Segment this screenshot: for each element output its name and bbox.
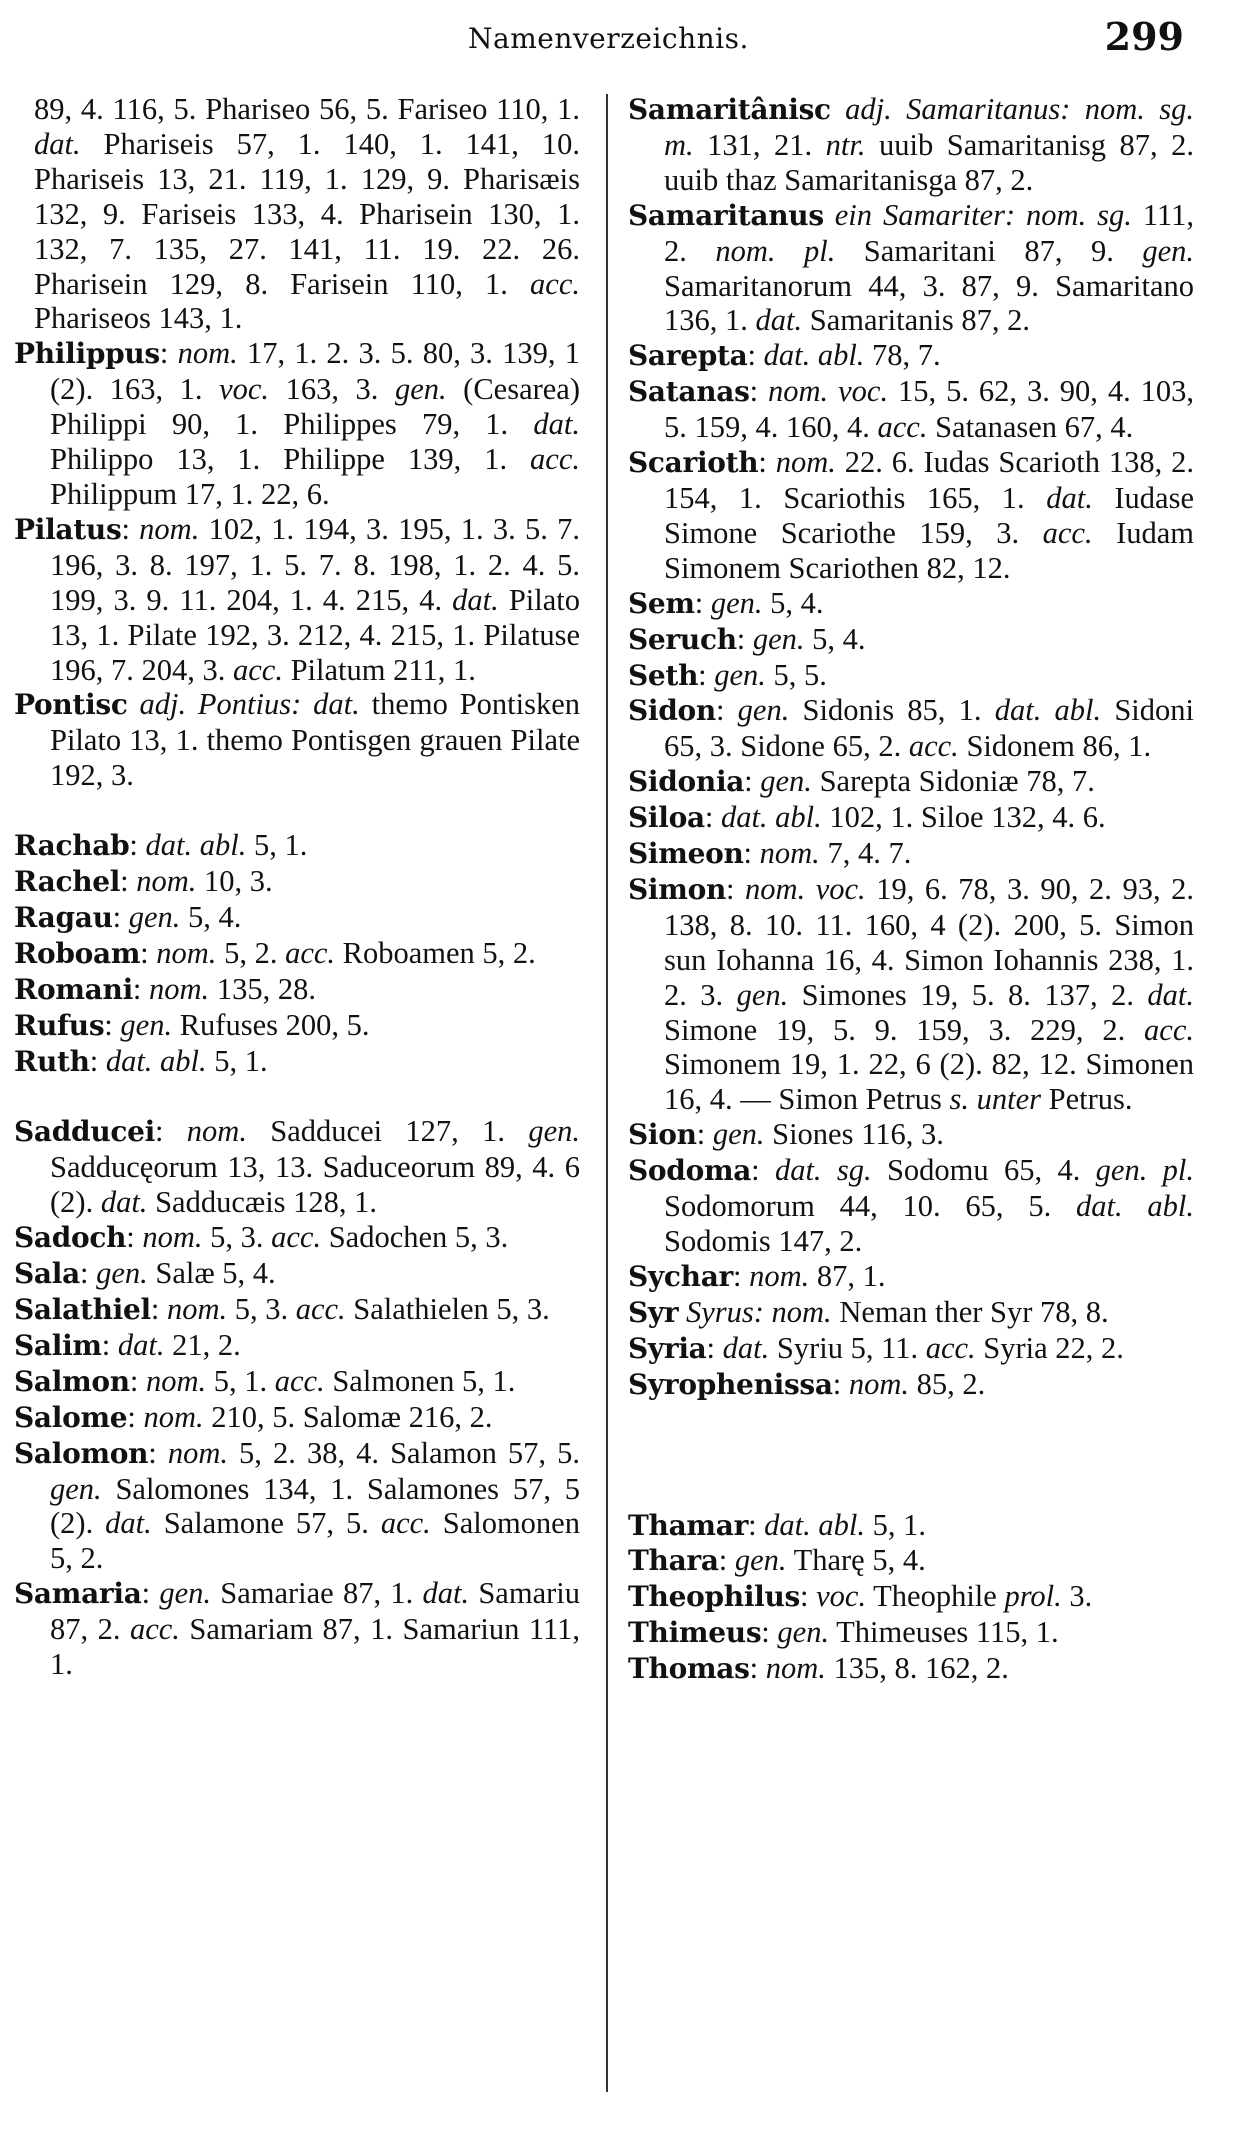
grammar-label: gen. <box>394 372 447 407</box>
entry-headword: Pilatus <box>14 512 122 546</box>
entry-text: : <box>749 374 769 409</box>
entry-text: 111, 2. <box>664 197 1194 268</box>
grammar-label: nom. <box>759 836 820 871</box>
entry-text: Sodomu 65, 4. <box>871 1153 1096 1188</box>
entry-headword: Rachab <box>14 829 130 863</box>
grammar-label: acc. <box>530 266 580 301</box>
entry-text: : <box>140 935 157 970</box>
grammar-label: dat. sg. <box>774 1153 872 1188</box>
entry-text: : <box>159 336 178 371</box>
entry-text: Satanasen 67, 4. <box>927 410 1134 445</box>
index-entry <box>628 586 1194 622</box>
index-entry <box>14 828 580 864</box>
entry-text: 87, 1. <box>809 1258 886 1293</box>
entry-headword: Sadoch <box>14 1221 127 1255</box>
entry-text: : <box>715 693 738 728</box>
entry-text: : <box>121 511 140 546</box>
grammar-label: dat. <box>452 582 499 617</box>
grammar-label: prol. <box>1004 1579 1062 1614</box>
grammar-label: nom. <box>848 1366 909 1401</box>
entry-text: Simonem 19, 1. 22, 6 (2). 82, 12. Simonen 16, 4. — Simon Petrus <box>664 1047 1194 1117</box>
grammar-label: nom. pl. <box>715 233 836 268</box>
entry-text: 89, 4. 116, 5. Phariseo 56, 5. Fariseo 110, 1. <box>34 92 580 126</box>
grammar-label: acc. <box>271 1220 322 1255</box>
grammar-label: nom. <box>186 1114 247 1149</box>
grammar-label: gen. <box>96 1256 148 1291</box>
entry-text: : <box>726 871 746 906</box>
entry-text: 5, 5. <box>765 657 827 692</box>
grammar-label: nom. <box>765 1651 826 1686</box>
index-entry <box>628 445 1194 586</box>
index-entry <box>628 1543 1194 1579</box>
entry-text: Sodomis 147, 2. <box>664 1224 863 1258</box>
index-entry <box>14 1044 580 1080</box>
grammar-label: adj. Samaritanus: nom. sg. m. <box>664 92 1194 162</box>
entry-headword: Seth <box>628 658 699 692</box>
entry-headword: Romani <box>14 972 133 1006</box>
entry-text: : <box>132 971 150 1006</box>
entry-text: 5, 1. <box>206 1043 268 1078</box>
grammar-label: acc. <box>530 442 580 477</box>
entry-text: 135, 8. 162, 2. <box>825 1651 1009 1686</box>
entry-text: : <box>706 1330 723 1365</box>
index-entry <box>628 1153 1194 1259</box>
grammar-label: dat. abl. <box>1076 1189 1194 1224</box>
index-entry <box>628 374 1194 445</box>
entry-text: 85, 2. <box>909 1366 986 1401</box>
grammar-label: gen. <box>736 977 789 1012</box>
entry-text: 78, 7. <box>864 338 941 373</box>
entry-text: : <box>150 1292 167 1326</box>
entry-text: Simones 19, 5. 8. 137, 2. <box>788 977 1148 1012</box>
entry-text: Neman ther Syr 78, 8. <box>831 1294 1109 1329</box>
grammar-label: gen. <box>120 1007 173 1042</box>
entry-text: Roboamen 5, 2. <box>335 935 536 970</box>
entry-text: : <box>733 1258 750 1293</box>
left-column <box>14 92 580 1682</box>
grammar-label: gen. <box>1142 233 1194 268</box>
grammar-label: acc. <box>1144 1012 1194 1047</box>
grammar-label: adj. Pontius: <box>139 687 302 722</box>
grammar-label: nom. <box>177 336 238 371</box>
entry-text: 10, 3. <box>196 864 273 899</box>
entry-text: : <box>89 1043 106 1078</box>
entry-text: 22. 6. Iudas Scarioth 138, 2. 154, 1. Scariothis 165, 1. <box>664 445 1194 515</box>
grammar-label: acc. <box>285 935 336 970</box>
entry-text: Philippo 13, 1. Philippe 139, 1. <box>50 442 531 477</box>
entry-headword: Roboam <box>14 936 141 970</box>
index-entry <box>14 512 580 688</box>
grammar-label: gen. <box>710 585 763 620</box>
entry-text: : <box>129 1363 146 1398</box>
grammar-label: dat. <box>105 1506 152 1541</box>
index-entry <box>628 1117 1194 1153</box>
entry-text: Iudase Simone Scariothe 159, 3. <box>664 480 1194 550</box>
grammar-label: dat. <box>533 407 580 442</box>
entry-text: : <box>694 585 711 620</box>
entry-text: 131, 21. <box>693 127 826 162</box>
entry-headword: Sion <box>628 1118 697 1152</box>
index-entry <box>628 1367 1194 1403</box>
index-entry <box>628 338 1194 374</box>
grammar-label: gen. <box>128 899 181 934</box>
entry-headword: Simon <box>628 872 727 906</box>
index-entry <box>34 92 580 336</box>
grammar-label: dat. abl. <box>145 828 247 863</box>
entry-text: Samariam 87, 1. Samariun 111, 1. <box>50 1612 580 1682</box>
grammar-label: dat. <box>722 1330 770 1365</box>
entry-text: : <box>718 1543 735 1578</box>
grammar-label: gen. <box>528 1114 580 1149</box>
grammar-label: gen. <box>712 1117 765 1152</box>
entry-headword: Siloa <box>628 801 705 835</box>
entry-headword: Sala <box>14 1257 80 1291</box>
index-entry <box>14 972 580 1008</box>
entry-text: Samaritanis 87, 2. <box>802 303 1030 338</box>
entry-text: 19, 6. 78, 3. 90, 2. 93, 2. 138, 8. 10. 11. 160, 4 (2). 200, 5. Simon sun Iohanna 16, 4. Simon Iohannis 238, 1. 2. 3. <box>664 871 1194 1012</box>
entry-headword: Salome <box>14 1400 128 1434</box>
entry-headword: Simeon <box>628 837 744 871</box>
entry-text <box>301 687 313 721</box>
entry-text: 5, 4. <box>804 621 866 656</box>
entry-text: Salamone 57, 5. <box>151 1506 381 1541</box>
index-entry <box>628 622 1194 658</box>
index-entry <box>628 693 1194 764</box>
entry-text: : <box>744 764 761 799</box>
grammar-label: gen. <box>737 693 790 728</box>
entry-headword: Sarepta <box>628 339 748 373</box>
entry-text: : <box>749 1651 766 1686</box>
entry-headword: Salomon <box>14 1436 149 1470</box>
index-entry <box>628 1615 1194 1651</box>
index-entry <box>14 1256 580 1292</box>
grammar-label: gen. <box>752 621 805 656</box>
entry-headword: Scarioth <box>628 446 759 480</box>
entry-headword: Syrophenissa <box>628 1367 833 1401</box>
entry-text: 210, 5. Salomæ 216, 2. <box>203 1399 493 1434</box>
grammar-label: nom. <box>749 1258 810 1293</box>
grammar-label: ein Samariter: nom. sg. <box>834 197 1132 232</box>
entry-headword: Sychar <box>628 1259 733 1293</box>
grammar-label: acc. <box>274 1363 325 1398</box>
grammar-label: gen. <box>760 764 812 799</box>
entry-headword: Salmon <box>14 1364 130 1398</box>
entry-text: 5, 2. 38, 4. Salamon 57, 5. <box>227 1435 580 1470</box>
entry-headword: Rachel <box>14 865 121 899</box>
grammar-label: gen. <box>714 657 766 692</box>
entry-text: Pilatum 211, 1. <box>282 652 476 687</box>
entry-text: 102, 1. Siloe 132, 4. 6. <box>821 800 1106 835</box>
grammar-label: gen. <box>777 1615 830 1650</box>
grammar-label: nom. <box>136 864 197 899</box>
entry-text: Samaritanorum 44, 3. 87, 9. Samaritano 136, 1. <box>664 268 1194 338</box>
entry-headword: Sodoma <box>628 1154 752 1188</box>
grammar-label: dat. abl. <box>105 1043 207 1078</box>
grammar-label: acc. <box>908 729 959 764</box>
running-head <box>0 10 1244 60</box>
entry-text: 5, 3. <box>227 1292 296 1326</box>
right-column <box>628 92 1194 1687</box>
index-entry <box>628 1579 1194 1615</box>
entry-text: Rufuses 200, 5. <box>172 1007 370 1042</box>
entry-headword: Sadducei <box>14 1115 155 1149</box>
grammar-label: ntr. <box>825 127 866 162</box>
entry-headword: Thamar <box>628 1508 749 1542</box>
grammar-label: voc. <box>816 1579 867 1614</box>
entry-headword: Thara <box>628 1544 719 1578</box>
entry-text: : <box>758 445 776 480</box>
grammar-label: acc. <box>877 410 928 445</box>
entry-text: : <box>154 1114 187 1149</box>
grammar-label: dat. <box>422 1576 470 1611</box>
entry-text: Simone 19, 5. 9. 159, 3. 229, 2. <box>664 1012 1145 1047</box>
index-entry <box>14 900 580 936</box>
entry-text: 5, 4. <box>762 585 824 620</box>
entry-headword: Ragau <box>14 900 113 934</box>
entry-text: : <box>747 338 764 373</box>
grammar-label: acc. <box>925 1330 976 1365</box>
entry-text: 102, 1. 194, 3. 195, 1. 3. 5. 7. 196, 3. 8. 197, 1. 5. 7. 8. 198, 1. 2. 4. 5. 199, 3. 9. 11. 204, 1. 4. 215, 4. <box>50 511 580 617</box>
entry-text: : <box>104 1007 121 1042</box>
entry-text: 135, 28. <box>209 971 316 1006</box>
entry-text: : <box>751 1153 775 1188</box>
entry-headword: Sidon <box>628 694 716 728</box>
index-entry <box>628 1295 1194 1331</box>
entry-text: : <box>761 1615 778 1650</box>
entry-text: Philippum 17, 1. 22, 6. <box>50 476 330 511</box>
entry-headword: Salim <box>14 1328 102 1362</box>
grammar-label: dat. <box>1147 977 1194 1012</box>
entry-text: 17, 1. 2. 3. 5. 80, 3. 139, 1 (2). 163, 1. <box>50 336 580 407</box>
entry-text: : <box>127 1399 144 1434</box>
entry-text: : <box>101 1327 118 1362</box>
index-entry <box>628 1651 1194 1687</box>
page-number: 299 <box>1104 14 1184 59</box>
entry-text: Salathielen 5, 3. <box>345 1292 550 1326</box>
entry-text: Petrus. <box>1041 1082 1133 1117</box>
entry-headword: Ruth <box>14 1044 90 1078</box>
entry-text: : <box>79 1256 97 1291</box>
entry-text: Pilato 13, 1. Pilate 192, 3. 212, 4. 215, 1. Pilatuse 196, 7. 204, 3. <box>50 582 580 687</box>
entry-text: Phariseis 57, 1. 140, 1. 141, 10. Phariseis 13, 21. 119, 1. 129, 9. Pharisæis 132, 9. Fariseis 133, 4. Pharisein 130, 1. 132, 7. 135, 27. 141, 11. 19. 22. 26. Pharisein 129, 8. Farisein 110, 1. <box>34 126 580 301</box>
index-entry <box>628 92 1194 198</box>
entry-headword: Syr <box>628 1295 679 1329</box>
entry-text: 5, 1. <box>206 1363 275 1398</box>
entry-text: Salomonen 5, 2. <box>50 1506 580 1576</box>
entry-text: Thimeuses 115, 1. <box>829 1615 1059 1650</box>
index-entry <box>14 1292 580 1328</box>
entry-text: Syriu 5, 11. <box>769 1330 926 1365</box>
index-entry <box>628 836 1194 872</box>
entry-text: Sadochen 5, 3. <box>321 1220 509 1255</box>
entry-text: Sadducæis 128, 1. <box>147 1185 378 1220</box>
entry-text: Tharę 5, 4. <box>786 1543 926 1578</box>
entry-text: : <box>126 1220 143 1255</box>
grammar-label: nom. <box>149 971 210 1006</box>
index-entry <box>14 1576 580 1682</box>
entry-text: : <box>743 836 760 871</box>
entry-text: 15, 5. 62, 3. 90, 4. 103, 5. 159, 4. 160, 4. <box>664 374 1195 445</box>
entry-text: Theophile <box>866 1579 1005 1614</box>
entry-text: : <box>120 864 137 899</box>
index-entry <box>628 872 1194 1117</box>
entry-headword: Samaritânisc <box>628 93 831 126</box>
grammar-label: gen. <box>50 1471 102 1506</box>
grammar-label: dat. <box>755 303 803 338</box>
grammar-label: dat. <box>117 1327 165 1362</box>
grammar-label: nom. voc. <box>768 374 889 409</box>
entry-headword: Satanas <box>628 375 750 409</box>
grammar-label: nom. <box>143 1399 204 1434</box>
entry-text: : <box>129 828 146 863</box>
index-entry <box>628 1508 1194 1544</box>
entry-text: uuib Samaritanisg 87, 2. uuib thaz Samaritanisga 87, 2. <box>664 127 1194 197</box>
entry-text: Salmonen 5, 1. <box>324 1363 516 1398</box>
entry-text: Sidonis 85, 1. <box>789 693 995 728</box>
grammar-label: Syrus: nom. <box>685 1294 832 1329</box>
index-entry <box>14 1114 580 1220</box>
entry-text: 5, 2. <box>216 935 286 970</box>
entry-text: : <box>148 1435 168 1470</box>
entry-headword: Samaria <box>14 1577 142 1611</box>
entry-text: : <box>696 1117 713 1152</box>
entry-text: Sadducei 127, 1. <box>246 1114 529 1149</box>
entry-text: : <box>141 1576 160 1611</box>
index-entry <box>628 658 1194 694</box>
index-entry <box>628 1331 1194 1367</box>
entry-text: 5, 1. <box>865 1507 926 1542</box>
entry-headword: Sidonia <box>628 765 745 799</box>
entry-text: : <box>112 899 129 934</box>
grammar-label: nom. <box>775 445 836 480</box>
entry-text: : <box>748 1507 765 1542</box>
grammar-label: nom. <box>166 1292 228 1326</box>
entry-text: Samariae 87, 1. <box>210 1576 423 1611</box>
entry-text: 5, 1. <box>246 828 308 863</box>
grammar-label: dat. abl. <box>994 693 1102 728</box>
index-entry <box>14 1400 580 1436</box>
entry-text: 5, 4. <box>180 899 242 934</box>
running-title: Namenverzeichnis. <box>468 22 749 55</box>
grammar-label: nom. <box>156 935 217 970</box>
grammar-label: dat. <box>1046 480 1093 515</box>
entry-text: 163, 3. <box>269 372 395 407</box>
index-entry <box>14 864 580 900</box>
grammar-label: nom. <box>145 1363 207 1398</box>
index-entry <box>14 936 580 972</box>
entry-text: Salomones 134, 1. Salamones 57, 5 (2). <box>50 1471 580 1541</box>
entry-text <box>678 1295 686 1329</box>
entry-text: Samaritani 87, 9. <box>835 233 1143 268</box>
grammar-label: gen. <box>159 1576 211 1611</box>
entry-headword: Syria <box>628 1331 707 1365</box>
grammar-label: dat. abl. <box>764 1507 865 1542</box>
entry-headword: Salathiel <box>14 1293 151 1326</box>
entry-text: themo Pontisken Pilato 13, 1. themo Pontisgen grauen Pilate 192, 3. <box>50 687 581 793</box>
entry-text: : <box>736 621 753 656</box>
entry-text: 5, 3. <box>202 1220 272 1255</box>
index-entry <box>628 764 1194 800</box>
grammar-label: nom. <box>167 1435 228 1470</box>
entry-headword: Pontisc <box>14 688 128 722</box>
index-entry <box>628 800 1194 836</box>
entry-text: 3. <box>1061 1579 1093 1614</box>
entry-text: Siones 116, 3. <box>764 1117 944 1152</box>
entry-headword: Sem <box>628 586 695 620</box>
index-entry <box>14 1220 580 1256</box>
column-divider <box>606 94 608 2092</box>
entry-headword: Seruch <box>628 622 737 656</box>
grammar-label: acc. <box>295 1292 346 1326</box>
entry-text: Syria 22, 2. <box>975 1330 1124 1365</box>
entry-text: : <box>800 1579 817 1614</box>
entry-text: Sidonem 86, 1. <box>958 729 1152 764</box>
index-entry <box>14 687 580 793</box>
index-entry <box>14 1008 580 1044</box>
index-entry <box>14 1364 580 1400</box>
entry-text: Sarepta Sidoniæ 78, 7. <box>811 764 1095 799</box>
index-entry <box>14 336 580 512</box>
grammar-label: voc. <box>219 372 270 407</box>
grammar-label: nom. <box>139 511 200 546</box>
grammar-label: dat. abl. <box>720 800 822 835</box>
entry-text: Sidoni 65, 3. Sidone 65, 2. <box>664 693 1194 764</box>
entry-text: 7, 4. 7. <box>819 836 912 871</box>
grammar-label: s. unter <box>949 1082 1042 1117</box>
grammar-label: gen. <box>734 1543 787 1578</box>
entry-headword: Rufus <box>14 1008 105 1042</box>
index-entry <box>14 1436 580 1577</box>
index-entry <box>628 198 1194 339</box>
entry-text <box>128 687 140 721</box>
entry-text: Sadducęorum 13, 13. Saduceorum 89, 4. 6 (2). <box>50 1150 580 1220</box>
entry-text: Salæ 5, 4. <box>147 1256 276 1291</box>
entry-text: (Cesarea) Philippi 90, 1. Philippes 79, 1. <box>50 372 580 442</box>
index-entry <box>628 1259 1194 1295</box>
entry-text: : <box>832 1366 849 1401</box>
grammar-label: nom. voc. <box>745 871 866 906</box>
entry-text: Sodomorum 44, 10. 65, 5. <box>664 1189 1076 1224</box>
entry-text: 21, 2. <box>164 1327 241 1362</box>
grammar-label: acc. <box>1042 515 1093 550</box>
grammar-label: dat. <box>313 687 360 722</box>
grammar-label: nom. <box>142 1220 203 1255</box>
grammar-label: gen. pl. <box>1095 1153 1195 1188</box>
entry-headword: Samaritanus <box>628 198 824 232</box>
entry-headword: Thimeus <box>628 1616 762 1650</box>
grammar-label: acc. <box>380 1506 431 1541</box>
entry-headword: Philippus <box>14 337 160 371</box>
entry-text <box>831 92 845 126</box>
entry-text: Phariseos 143, 1. <box>34 301 243 336</box>
entry-text: : <box>698 657 715 692</box>
grammar-label: acc. <box>233 652 283 687</box>
grammar-label: acc. <box>129 1612 180 1647</box>
grammar-label: dat. abl. <box>763 338 865 373</box>
entry-headword: Theophilus <box>628 1580 801 1614</box>
entry-text: Iudam Simonem Scariothen 82, 12. <box>664 515 1194 585</box>
grammar-label: dat. <box>34 126 81 161</box>
entry-text: : <box>704 800 721 835</box>
index-entry <box>14 1328 580 1364</box>
entry-text: Samariu 87, 2. <box>50 1576 580 1647</box>
entry-headword: Thomas <box>628 1652 750 1686</box>
grammar-label: dat. <box>100 1185 148 1220</box>
entry-text <box>824 198 835 232</box>
